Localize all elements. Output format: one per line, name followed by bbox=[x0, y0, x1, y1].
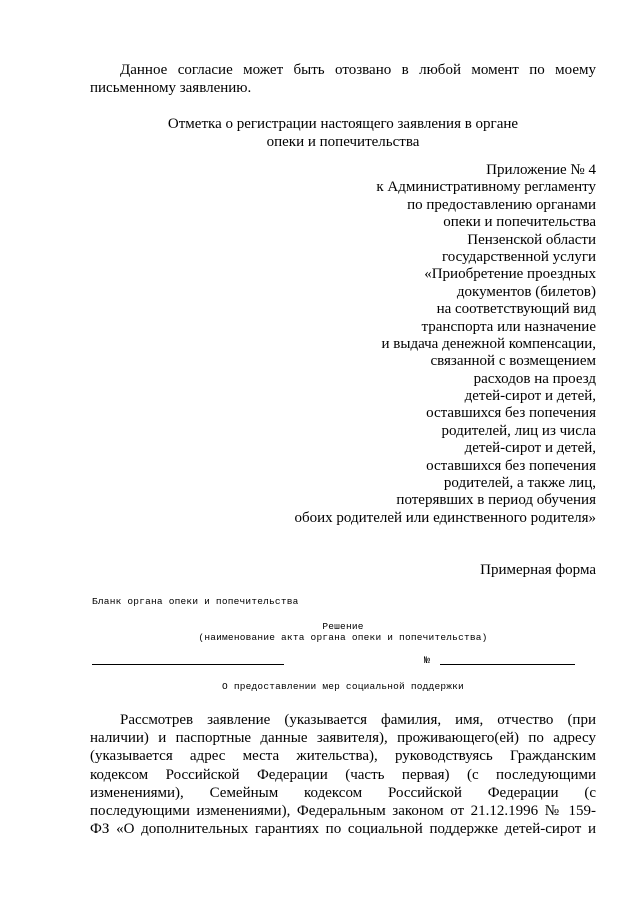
appendix-line: обоих родителей или единственного родителя» bbox=[294, 509, 596, 526]
body-paragraph bbox=[90, 711, 596, 838]
consent-paragraph bbox=[90, 62, 596, 97]
decision-subtitle: (наименование акта органа опеки и попечительства) bbox=[198, 632, 488, 643]
appendix-line: детей-сирот и детей, bbox=[464, 388, 596, 405]
body-line: последующими изменениями), Федеральным законом от 21.12.1996 № 159- bbox=[90, 802, 596, 819]
appendix-line: связанной с возмещением bbox=[430, 353, 596, 370]
appendix-line: по предоставлению органами bbox=[407, 196, 596, 213]
consent-line-1: Данное согласие может быть отозвано в любой момент по моему bbox=[120, 62, 596, 78]
appendix-header bbox=[295, 162, 596, 527]
body-line: кодексом Российской Федерации (часть первая) (с последующими bbox=[90, 766, 596, 783]
appendix-line: документов (билетов) bbox=[456, 283, 596, 300]
appendix-line: государственной услуги bbox=[442, 248, 596, 265]
appendix-line: расходов на проезд bbox=[473, 370, 596, 387]
letterhead-label: Бланк органа опеки и попечительства bbox=[92, 596, 299, 607]
number-underline bbox=[440, 664, 575, 665]
appendix-line: Пензенской области bbox=[467, 231, 596, 248]
decision-subject: О предоставлении мер социальной поддержки bbox=[222, 681, 464, 692]
registration-mark-line-2: опеки и попечительства bbox=[266, 134, 420, 150]
body-line: изменениями), Семейным кодексом Российской Федерации (с bbox=[90, 784, 596, 801]
appendix-line: и выдача денежной компенсации, bbox=[381, 335, 596, 352]
appendix-line: оставшихся без попечения bbox=[426, 457, 596, 474]
body-line: ФЗ «О дополнительных гарантиях по социальной поддержке детей-сирот и bbox=[90, 821, 596, 838]
appendix-line: потерявших в период обучения bbox=[396, 492, 596, 509]
appendix-line: родителей, а также лиц, bbox=[443, 475, 596, 492]
body-line: наличии) и паспортные данные заявителя), проживающего(ей) по адресу bbox=[90, 730, 596, 747]
registration-mark-line-1: Отметка о регистрации настоящего заявления в органе bbox=[167, 116, 519, 132]
appendix-line: опеки и попечительства bbox=[443, 214, 596, 231]
appendix-line: транспорта или назначение bbox=[421, 318, 596, 335]
consent-line-2: письменному заявлению. bbox=[90, 80, 252, 96]
appendix-line: оставшихся без попечения bbox=[426, 405, 596, 422]
appendix-line: на соответствующий вид bbox=[436, 301, 596, 318]
number-sign: № bbox=[424, 656, 431, 667]
appendix-line: к Административному регламенту bbox=[376, 179, 596, 196]
registration-mark bbox=[90, 116, 596, 151]
body-line: (указывается адрес места жительства), руководствуясь Гражданским bbox=[90, 748, 596, 765]
sample-form-label: Примерная форма bbox=[480, 562, 596, 578]
appendix-line: «Приобретение проездных bbox=[424, 266, 596, 283]
decision-title: Решение bbox=[322, 621, 364, 632]
date-underline bbox=[92, 664, 284, 665]
body-line: Рассмотрев заявление (указывается фамилия, имя, отчество (при bbox=[120, 712, 596, 728]
appendix-line: Приложение № 4 bbox=[486, 162, 596, 178]
appendix-line: детей-сирот и детей, bbox=[464, 440, 596, 457]
appendix-line: родителей, лиц из числа bbox=[441, 422, 596, 439]
